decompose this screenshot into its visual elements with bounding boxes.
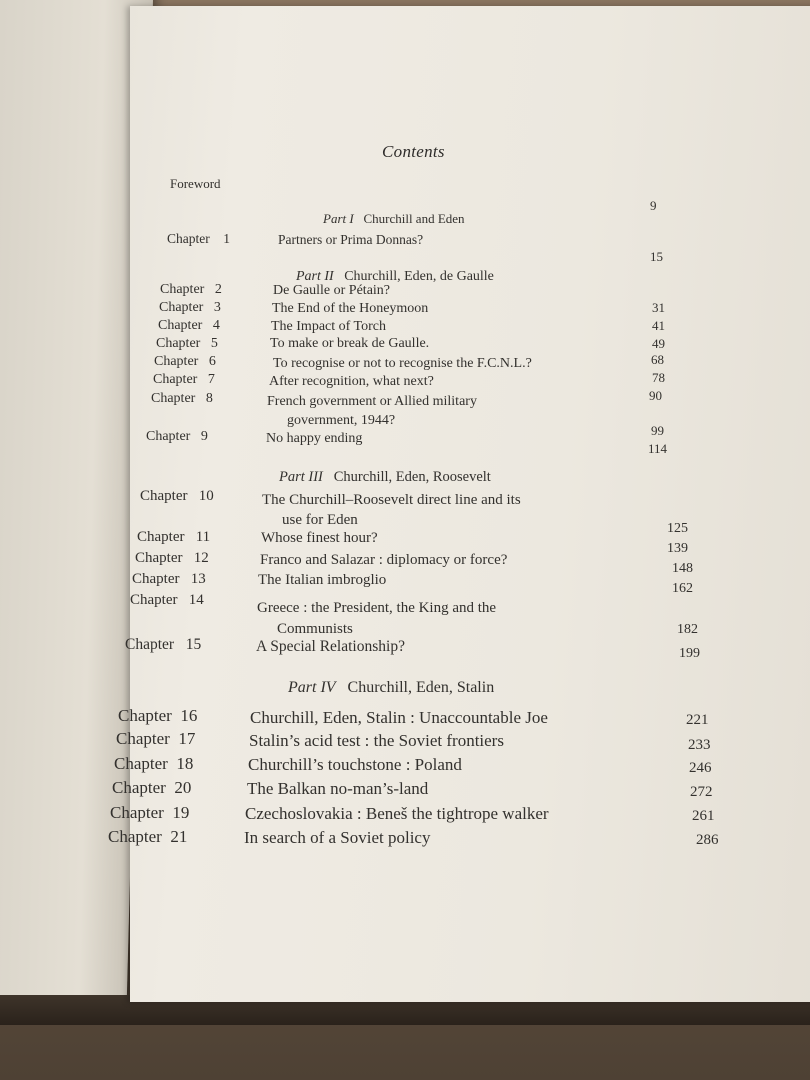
chapter-row (137, 529, 210, 546)
chapter-title-line: government, 1944? (287, 413, 396, 428)
chapter-title: The Impact of Torch (271, 319, 386, 334)
chapter-row (132, 571, 206, 588)
chapter-label: Chapter (110, 803, 164, 822)
chapter-page: 31 (652, 300, 665, 315)
page-title: Contents (382, 142, 445, 161)
chapter-title: A Special Relationship? (256, 638, 405, 655)
chapter-title: Churchill, Eden, Stalin : Unaccountable Joe (250, 708, 548, 727)
chapter-page: 41 (652, 318, 665, 333)
chapter-title: The End of the Honeymoon (272, 301, 429, 316)
part-label: Part I (323, 211, 354, 226)
chapter-label: Chapter (146, 429, 191, 444)
chapter-page: 78 (652, 370, 665, 385)
chapter-row (114, 754, 193, 774)
chapter-row (167, 231, 230, 247)
chapter-label: Chapter (160, 282, 205, 297)
chapter-row (153, 372, 215, 388)
chapter-label: Chapter (151, 391, 196, 406)
chapter-number: 5 (210, 336, 218, 351)
chapter-number: 15 (185, 636, 202, 653)
part-title: Churchill and Eden (363, 211, 465, 226)
chapter-number: 8 (205, 391, 213, 406)
chapter-label: Chapter (132, 571, 180, 587)
chapter-number: 1 (223, 231, 230, 246)
part-heading (323, 211, 465, 227)
chapter-row (130, 592, 204, 609)
chapter-row (135, 550, 209, 567)
chapter-number: 13 (190, 571, 206, 587)
chapter-page: 148 (672, 561, 693, 576)
chapter-page: 199 (679, 646, 700, 661)
part-heading (279, 469, 491, 486)
chapter-title: The Balkan no-man’s-land (247, 779, 429, 798)
chapter-title: In search of a Soviet policy (244, 828, 431, 847)
chapter-row (158, 318, 220, 334)
chapter-title: To recognise or not to recognise the F.C.N.L.? (273, 356, 532, 371)
chapter-label: Chapter (116, 729, 170, 748)
part-label: Part II (296, 269, 334, 284)
chapter-title: Franco and Salazar : diplomacy or force? (260, 552, 508, 568)
chapter-page: 114 (648, 441, 668, 456)
chapter-page: 125 (667, 521, 688, 536)
chapter-row (108, 827, 187, 847)
chapter-label: Chapter (137, 529, 185, 545)
chapter-number: 16 (180, 706, 198, 725)
chapter-number: 3 (213, 300, 221, 315)
chapter-label: Chapter (108, 827, 162, 846)
chapter-number: 20 (174, 778, 192, 797)
chapter-row (112, 778, 191, 798)
chapter-title: To make or break de Gaulle. (270, 336, 430, 351)
chapter-row (110, 803, 189, 823)
chapter-number: 2 (214, 282, 222, 297)
chapter-label: Chapter (112, 778, 166, 797)
chapter-title-line: Communists (277, 621, 353, 637)
foreword-label: Foreword (170, 176, 221, 191)
chapter-label: Chapter (135, 550, 183, 566)
chapter-label: Chapter (125, 636, 175, 653)
chapter-label: Chapter (130, 592, 178, 608)
chapter-number: 21 (170, 827, 188, 846)
chapter-row (156, 336, 218, 352)
chapter-page: 261 (692, 808, 715, 824)
chapter-row (116, 729, 195, 749)
part-heading (288, 679, 494, 697)
chapter-page: 68 (651, 352, 664, 367)
chapter-title: Churchill’s touchstone : Poland (248, 755, 462, 774)
part-label: Part III (279, 469, 323, 485)
part-title: Churchill, Eden, Stalin (347, 679, 495, 696)
chapter-row (160, 282, 222, 298)
chapter-row (159, 300, 221, 316)
chapter-label: Chapter (114, 754, 168, 773)
chapter-title: Stalin’s acid test : the Soviet frontiers (249, 731, 504, 750)
chapter-row (146, 429, 208, 445)
chapter-label: Chapter (159, 300, 204, 315)
chapter-title: Partners or Prima Donnas? (278, 232, 424, 247)
chapter-page: 99 (651, 423, 664, 438)
chapter-number: 19 (172, 803, 190, 822)
chapter-page: 286 (696, 832, 719, 848)
chapter-page: 90 (649, 388, 662, 403)
chapter-number: 4 (212, 318, 220, 333)
chapter-number: 9 (200, 429, 208, 444)
chapter-title: De Gaulle or Pétain? (273, 283, 391, 298)
chapter-title: The Italian imbroglio (258, 572, 387, 588)
chapter-title (267, 392, 477, 430)
chapter-page: 272 (690, 784, 713, 800)
chapter-title: Czechoslovakia : Beneš the tightrope walker (245, 804, 549, 823)
contents-page (108, 6, 810, 1002)
chapter-number: 17 (178, 729, 196, 748)
chapter-label: Chapter (118, 706, 172, 725)
chapter-row (154, 354, 216, 370)
chapter-page: 221 (686, 712, 709, 728)
chapter-title (262, 490, 521, 530)
chapter-title-line: French government or Allied military (267, 394, 477, 409)
chapter-label: Chapter (158, 318, 203, 333)
chapter-label: Chapter (167, 231, 210, 246)
chapter-page: 49 (652, 336, 665, 351)
chapter-title-line: The Churchill–Roosevelt direct line and its (262, 492, 521, 508)
chapter-page: 162 (672, 581, 693, 596)
chapter-number: 12 (193, 550, 209, 566)
foreword-page: 9 (650, 198, 657, 213)
chapter-title: Whose finest hour? (261, 530, 378, 546)
chapter-row (151, 391, 213, 407)
chapter-title-line: use for Eden (282, 512, 358, 528)
chapter-number: 7 (207, 372, 215, 387)
chapter-title (257, 598, 496, 640)
chapter-number: 6 (208, 354, 216, 369)
chapter-title-line: Greece : the President, the King and the (257, 600, 497, 616)
chapter-number: 11 (195, 529, 211, 545)
chapter-page: 15 (650, 249, 663, 264)
chapter-title: No happy ending (266, 431, 363, 446)
chapter-number: 18 (176, 754, 194, 773)
chapter-row (140, 488, 214, 505)
chapter-label: Chapter (154, 354, 199, 369)
chapter-label: Chapter (140, 488, 188, 504)
part-title: Churchill, Eden, de Gaulle (344, 269, 494, 284)
chapter-row (125, 636, 201, 654)
chapter-row (118, 706, 197, 726)
chapter-label: Chapter (156, 336, 201, 351)
chapter-page: 246 (689, 760, 712, 776)
part-title: Churchill, Eden, Roosevelt (333, 469, 491, 485)
chapter-page: 182 (677, 622, 698, 637)
chapter-number: 14 (188, 592, 204, 608)
chapter-page: 139 (667, 541, 688, 556)
chapter-title: After recognition, what next? (269, 374, 434, 389)
chapter-label: Chapter (153, 372, 198, 387)
chapter-page: 233 (688, 737, 711, 753)
part-label: Part IV (288, 679, 336, 696)
chapter-number: 10 (198, 488, 214, 504)
